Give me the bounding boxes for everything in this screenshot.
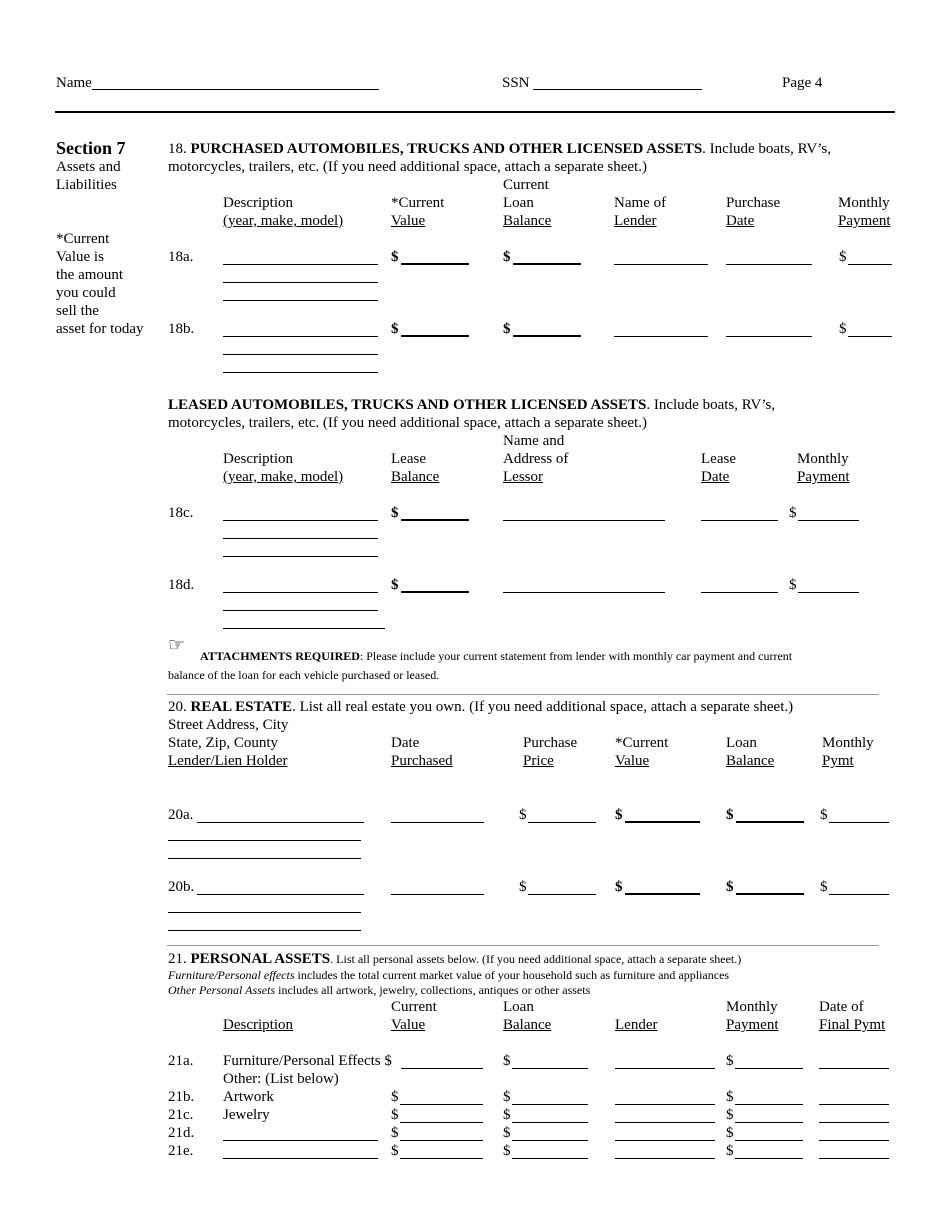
col-pa-current-sub: Value [391,1017,426,1033]
s21-note-1: Furniture/Personal effects includes the total current market value of your household such as furniture and appliances [168,968,730,982]
row-21d-lender[interactable] [615,1127,715,1141]
row-21c-final[interactable] [819,1109,889,1123]
col-lender-sub: Lender [614,213,657,229]
col-l-monthly-sub: Payment [797,469,850,485]
row-20a-dollar2: $ [615,807,623,823]
row-18b-dollar3: $ [839,321,847,337]
row-18c-date[interactable] [701,507,778,521]
col-re-monthly-sub: Pymt [822,753,854,769]
col-lessor: Address of [503,451,569,467]
row-21b-dollar3: $ [726,1089,734,1105]
row-21c-monthly[interactable] [735,1109,803,1123]
row-20b-address-2[interactable] [168,899,361,913]
col-description-sub: (year, make, model) [223,213,344,229]
row-21e-label: 21e. [168,1143,194,1159]
row-21d-loan[interactable] [512,1127,588,1141]
row-21c-dollar: $ [391,1107,399,1123]
row-21d-desc[interactable] [223,1127,378,1141]
row-21d-dollar: $ [391,1125,399,1141]
row-21c-value[interactable] [400,1109,483,1123]
row-18d-label: 18d. [168,577,195,593]
row-21a-value[interactable] [401,1055,483,1069]
col-re-loan: Loan [726,735,757,751]
col-pa-loan: Loan [503,999,534,1015]
row-21e-desc[interactable] [223,1145,378,1159]
row-18b-current-value[interactable] [401,322,469,337]
col-purchase-sub: Date [726,213,755,229]
row-21e-dollar2: $ [503,1143,511,1159]
divider [167,694,879,695]
row-18d-dollar2: $ [789,577,797,593]
col-pa-current: Current [391,999,437,1015]
col-address-0: Street Address, City [168,717,289,733]
row-21a-final[interactable] [819,1055,889,1069]
row-20a-monthly[interactable] [829,809,889,823]
col-re-loan-sub: Balance [726,753,775,769]
col-pa-monthly-sub: Payment [726,1017,779,1033]
row-20b-dollar3: $ [726,879,734,895]
col-l-monthly: Monthly [797,451,849,467]
col-description: Description [223,195,293,211]
leased-heading: LEASED AUTOMOBILES, TRUCKS AND OTHER LICENSED ASSETS. Include boats, RV’s, [168,397,776,413]
row-18c-desc[interactable] [223,507,378,521]
row-20b-monthly[interactable] [829,881,889,895]
row-20a-loan[interactable] [736,808,804,823]
value-note-4: you could [56,285,116,301]
value-note-1: *Current [56,231,110,247]
row-20b-address[interactable] [197,881,364,895]
row-21d-final[interactable] [819,1127,889,1141]
row-21b-label: 21b. [168,1089,195,1105]
col-purchase: Purchase [726,195,781,211]
row-21d-monthly[interactable] [735,1127,803,1141]
row-21c-dollar3: $ [726,1107,734,1123]
col-purchase-price: Purchase [523,735,578,751]
section-title: Section 7 [56,138,126,158]
col-pa-final-sub: Final Pymt [819,1017,886,1033]
row-20a-address[interactable] [197,809,364,823]
row-21e-loan[interactable] [512,1145,588,1159]
row-18b-desc-3[interactable] [223,359,378,373]
row-18d-dollar: $ [391,577,399,593]
section-sub2: Liabilities [56,177,117,193]
s20-heading: 20. REAL ESTATE. List all real estate you own. (If you need additional space, attach a separate sheet.) [168,699,794,715]
leased-instructions: motorcycles, trailers, etc. (If you need additional space, attach a separate sheet.) [168,415,647,431]
row-20b-loan[interactable] [736,880,804,895]
row-20b-dollar: $ [519,879,527,895]
s18-instructions: motorcycles, trailers, etc. (If you need additional space, attach a separate sheet.) [168,159,647,175]
row-18a-lender[interactable] [614,251,708,265]
col-loan: Loan [503,195,534,211]
row-18d-monthly[interactable] [798,579,859,593]
row-21b-desc: Artwork [223,1089,274,1105]
row-18b-loan-balance[interactable] [513,322,581,337]
row-21a-desc: Furniture/Personal Effects $ [223,1053,392,1069]
col-re-monthly: Monthly [822,735,874,751]
col-address-1: State, Zip, County [168,735,278,751]
row-18b-lender[interactable] [614,323,708,337]
row-20b-dollar4: $ [820,879,828,895]
col-re-current-sub: Value [615,753,650,769]
col-lease-balance: Lease [391,451,426,467]
row-20a-dollar3: $ [726,807,734,823]
name-label: Name [56,75,92,91]
s21-note-2: Other Personal Assets includes all artwork, jewelry, collections, antiques or other assets [168,983,591,997]
section-sub1: Assets and [56,159,121,175]
row-21d-dollar3: $ [726,1125,734,1141]
row-20b-dollar2: $ [615,879,623,895]
value-note-6: asset for today [56,321,144,337]
row-18a-current-value[interactable] [401,250,469,265]
col-lease-balance-sub: Balance [391,469,440,485]
row-18b-label: 18b. [168,321,195,337]
ssn-label: SSN [502,75,530,91]
row-18d-desc-2[interactable] [223,597,378,611]
col-date-purchased: Date [391,735,420,751]
col-loan-sub: Balance [503,213,552,229]
row-18c-desc-3[interactable] [223,543,378,557]
row-21b-value[interactable] [400,1091,483,1105]
col-monthly-sub: Payment [838,213,891,229]
attachments-note-2: balance of the loan for each vehicle purchased or leased. [168,668,440,682]
row-21c-desc: Jewelry [223,1107,270,1123]
row-20a-date[interactable] [391,809,484,823]
row-20a-price[interactable] [528,809,596,823]
row-18a-dollar2: $ [503,249,511,265]
col-address-2: Lender/Lien Holder [168,753,288,769]
row-21e-final[interactable] [819,1145,889,1159]
row-18d-desc-3[interactable] [223,615,385,629]
other-list-label: Other: (List below) [223,1071,339,1087]
row-18b-desc[interactable] [223,323,378,337]
row-18b-date[interactable] [726,323,812,337]
col-pa-description: Description [223,1017,293,1033]
col-pa-final: Date of [819,999,864,1015]
row-18b-dollar2: $ [503,321,511,337]
row-18c-lessor[interactable] [503,507,665,521]
row-21a-loan[interactable] [512,1055,588,1069]
row-21e-dollar3: $ [726,1143,734,1159]
row-20b-address-3[interactable] [168,917,361,931]
col-date-purchased-sub: Purchased [391,753,453,769]
row-20b-current-value[interactable] [625,880,700,895]
row-21b-lender[interactable] [615,1091,715,1105]
row-21a-lender[interactable] [615,1055,715,1069]
row-18c-label: 18c. [168,505,194,521]
row-21c-label: 21c. [168,1107,194,1123]
attachments-note: ATTACHMENTS REQUIRED: Please include your current statement from lender with monthly car payment and current [200,649,793,663]
col-l-description-sub: (year, make, model) [223,469,344,485]
value-note-5: sell the [56,303,99,319]
row-18b-desc-2[interactable] [223,341,378,355]
row-21d-label: 21d. [168,1125,195,1141]
row-21b-loan[interactable] [512,1091,588,1105]
page-number: Page 4 [782,75,823,91]
col-current: *Current [391,195,445,211]
row-20a-current-value[interactable] [625,808,700,823]
row-18a-loan-balance[interactable] [513,250,581,265]
pointing-hand-icon: ☞ [168,634,186,656]
row-21e-dollar: $ [391,1143,399,1159]
row-21c-dollar2: $ [503,1107,511,1123]
col-l-description: Description [223,451,293,467]
ssn-field[interactable] [533,76,702,90]
row-20b-label: 20b. [168,879,195,895]
col-purchase-price-sub: Price [523,753,554,769]
row-21a-monthly[interactable] [735,1055,803,1069]
name-field[interactable] [92,76,379,90]
row-21e-value[interactable] [400,1145,483,1159]
col-lessor-sub: Lessor [503,469,543,485]
col-lender: Name of [614,195,667,211]
s21-heading: 21. PERSONAL ASSETS. List all personal assets below. (If you need additional space, attach a separate sheet.) [168,951,742,967]
col-lease-date: Lease [701,451,736,467]
row-20a-address-3[interactable] [168,845,361,859]
row-21d-value[interactable] [400,1127,483,1141]
col-re-current: *Current [615,735,669,751]
row-18a-dollar: $ [391,249,399,265]
value-note-2: Value is [56,249,104,265]
row-20a-dollar: $ [519,807,527,823]
row-18c-lease-balance[interactable] [401,506,469,521]
col-loan-0: Current [503,177,549,193]
row-20b-price[interactable] [528,881,596,895]
row-21d-dollar2: $ [503,1125,511,1141]
divider-2 [167,945,879,946]
row-18a-desc-2[interactable] [223,269,378,283]
row-21a-dollar2: $ [503,1053,511,1069]
row-21b-dollar2: $ [503,1089,511,1105]
row-18a-date[interactable] [726,251,812,265]
col-pa-loan-sub: Balance [503,1017,552,1033]
row-18a-dollar3: $ [839,249,847,265]
row-21b-final[interactable] [819,1091,889,1105]
row-21c-lender[interactable] [615,1109,715,1123]
row-21c-loan[interactable] [512,1109,588,1123]
row-21b-dollar: $ [391,1089,399,1105]
row-18d-lessor[interactable] [503,579,665,593]
value-note-3: the amount [56,267,124,283]
row-18c-monthly[interactable] [798,507,859,521]
row-18a-label: 18a. [168,249,194,265]
row-18a-desc-3[interactable] [223,287,378,301]
row-20a-dollar4: $ [820,807,828,823]
row-18c-dollar: $ [391,505,399,521]
col-lessor-0: Name and [503,433,565,449]
row-18a-monthly[interactable] [848,251,892,265]
col-monthly: Monthly [838,195,890,211]
row-20a-address-2[interactable] [168,827,361,841]
header-divider [55,111,895,113]
row-21b-monthly[interactable] [735,1091,803,1105]
row-18b-dollar: $ [391,321,399,337]
row-21e-monthly[interactable] [735,1145,803,1159]
col-current-sub: Value [391,213,426,229]
row-20a-label: 20a. [168,807,194,823]
row-21a-label: 21a. [168,1053,194,1069]
col-pa-monthly: Monthly [726,999,778,1015]
row-18d-lease-balance[interactable] [401,578,469,593]
row-18b-monthly[interactable] [848,323,892,337]
row-18c-dollar2: $ [789,505,797,521]
s18-heading: 18. PURCHASED AUTOMOBILES, TRUCKS AND OTHER LICENSED ASSETS. Include boats, RV’s, [168,141,831,157]
row-21a-dollar3: $ [726,1053,734,1069]
col-lease-date-sub: Date [701,469,730,485]
row-20b-date[interactable] [391,881,484,895]
col-pa-lender: Lender [615,1017,658,1033]
row-18d-date[interactable] [701,579,778,593]
row-18c-desc-2[interactable] [223,525,378,539]
row-21e-lender[interactable] [615,1145,715,1159]
row-18d-desc[interactable] [223,579,378,593]
row-18a-desc[interactable] [223,251,378,265]
